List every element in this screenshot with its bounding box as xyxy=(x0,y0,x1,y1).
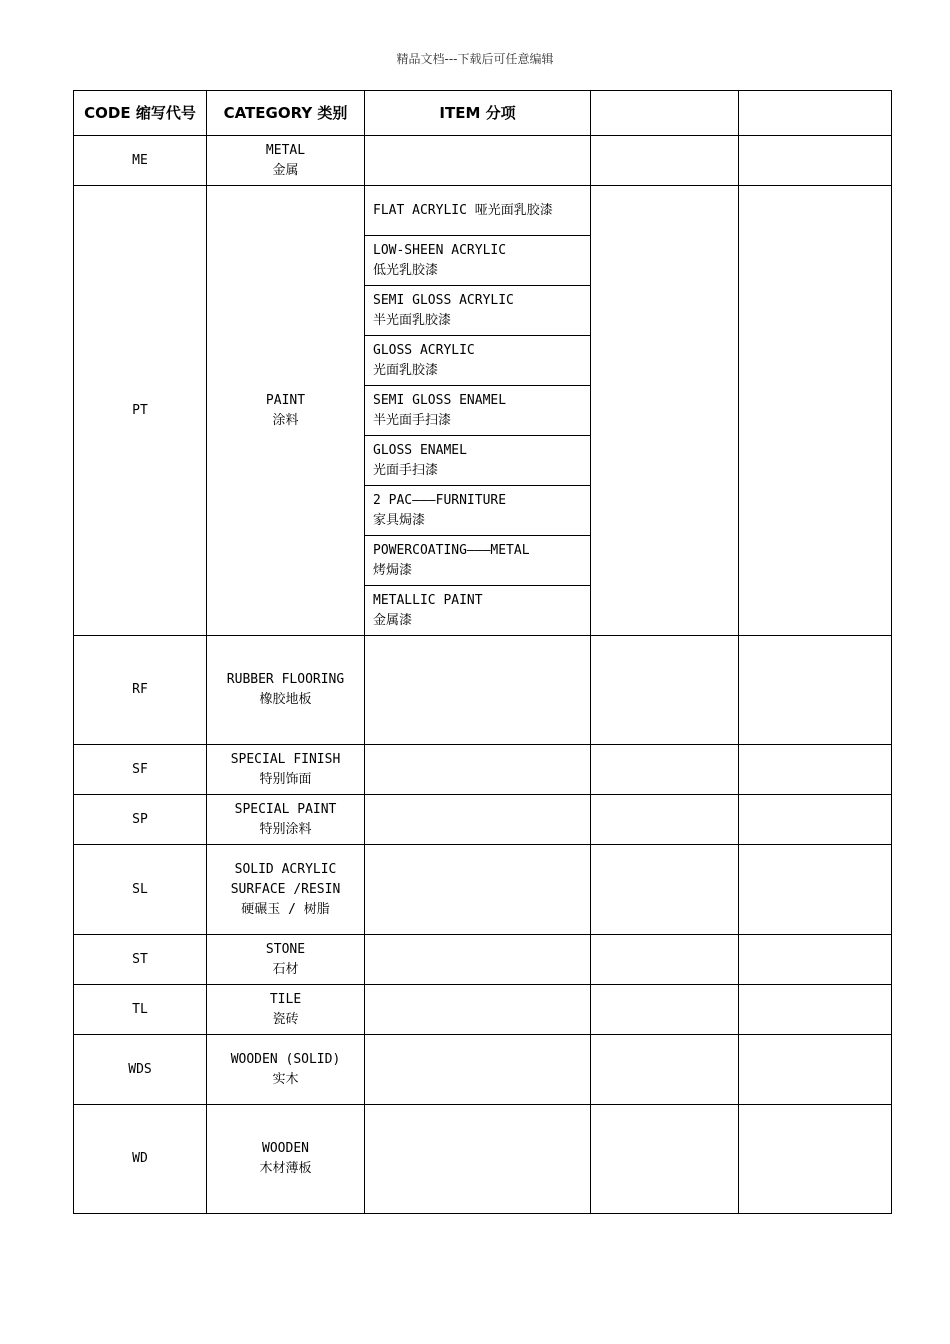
table-row-st xyxy=(74,935,892,985)
extra-cell-1 xyxy=(591,845,739,935)
item-cell xyxy=(365,985,591,1035)
paint-item-flat-acrylic: FLAT ACRYLIC 哑光面乳胶漆 xyxy=(365,186,591,236)
item-cn: 半光面手扫漆 xyxy=(373,412,452,428)
paint-item-gloss-acrylic xyxy=(365,336,591,386)
paint-item-powercoating-metal xyxy=(365,536,591,586)
code-cell: WD xyxy=(74,1105,207,1214)
table-header-row xyxy=(74,91,892,136)
code-cell: ME xyxy=(74,136,207,186)
category-en: PAINT xyxy=(265,392,306,408)
item-en: GLOSS ENAMEL xyxy=(373,442,467,458)
material-code-table xyxy=(73,90,892,1214)
extra-cell-2 xyxy=(739,795,892,845)
extra-cell-1 xyxy=(591,186,739,636)
extra-cell-1 xyxy=(591,935,739,985)
category-cn: 瓷砖 xyxy=(272,1011,299,1027)
category-en: STONE xyxy=(265,941,306,957)
table-row-sp xyxy=(74,795,892,845)
category-en-line-1: SOLID ACRYLIC xyxy=(234,861,337,877)
category-cn: 硬碾玉 / 树脂 xyxy=(241,901,330,917)
category-cn: 金属 xyxy=(272,162,299,178)
code-cell: SP xyxy=(74,795,207,845)
extra-cell-1 xyxy=(591,1105,739,1214)
category-en: WOODEN xyxy=(262,1141,309,1156)
paint-item-semi-gloss-acrylic xyxy=(365,286,591,336)
paint-item-low-sheen xyxy=(365,236,591,286)
table-row-wd xyxy=(74,1105,892,1214)
paint-item-2pac-furniture xyxy=(365,486,591,536)
item-en: METALLIC PAINT xyxy=(373,592,483,608)
category-en: METAL xyxy=(265,142,306,158)
item-cell xyxy=(365,745,591,795)
extra-cell-2 xyxy=(739,1105,892,1214)
column-header-extra-2 xyxy=(739,91,892,136)
item-cell xyxy=(365,1105,591,1214)
item-cn: 光面手扫漆 xyxy=(373,462,439,478)
category-cn: 橡胶地板 xyxy=(259,692,312,707)
item-cell xyxy=(365,1035,591,1105)
extra-cell-2 xyxy=(739,985,892,1035)
extra-cell-1 xyxy=(591,636,739,745)
category-cell xyxy=(207,136,365,186)
category-en: WOODEN (SOLID) xyxy=(230,1051,341,1067)
category-cell xyxy=(207,636,365,745)
category-cell xyxy=(207,186,365,636)
code-cell: SF xyxy=(74,745,207,795)
category-en: SPECIAL PAINT xyxy=(234,801,337,817)
item-cn: 家具焗漆 xyxy=(373,512,426,528)
code-cell: ST xyxy=(74,935,207,985)
page-header-note: 精品文档---下载后可任意编辑 xyxy=(396,52,554,66)
item-en: 2 PAC———FURNITURE xyxy=(373,492,507,508)
code-cell: PT xyxy=(74,186,207,636)
item-cn: 烤焗漆 xyxy=(373,562,413,578)
code-cell: RF xyxy=(74,636,207,745)
column-header-extra-1 xyxy=(591,91,739,136)
table-row-wds xyxy=(74,1035,892,1105)
column-header-item: ITEM 分项 xyxy=(365,91,591,136)
category-cell xyxy=(207,845,365,935)
category-cell xyxy=(207,745,365,795)
item-cell xyxy=(365,935,591,985)
extra-cell-1 xyxy=(591,136,739,186)
extra-cell-2 xyxy=(739,745,892,795)
item-en: GLOSS ACRYLIC xyxy=(373,342,475,358)
extra-cell-2 xyxy=(739,1035,892,1105)
extra-cell-2 xyxy=(739,636,892,745)
code-cell: SL xyxy=(74,845,207,935)
item-cn: 低光乳胶漆 xyxy=(373,262,439,278)
category-cn: 特别涂料 xyxy=(259,821,312,837)
item-en: SEMI GLOSS ENAMEL xyxy=(373,392,507,408)
item-cell xyxy=(365,845,591,935)
item-cell xyxy=(365,636,591,745)
extra-cell-1 xyxy=(591,795,739,845)
extra-cell-2 xyxy=(739,136,892,186)
category-cn: 实木 xyxy=(272,1071,299,1087)
category-cn: 涂料 xyxy=(272,412,299,428)
extra-cell-2 xyxy=(739,186,892,636)
category-cell xyxy=(207,1105,365,1214)
category-en-line-2: SURFACE /RESIN xyxy=(230,881,341,897)
extra-cell-1 xyxy=(591,745,739,795)
extra-cell-2 xyxy=(739,845,892,935)
extra-cell-2 xyxy=(739,935,892,985)
column-header-category: CATEGORY 类别 xyxy=(207,91,365,136)
column-header-code: CODE 缩写代号 xyxy=(74,91,207,136)
extra-cell-1 xyxy=(591,985,739,1035)
category-cell xyxy=(207,985,365,1035)
paint-item-metallic-paint xyxy=(365,586,591,636)
category-cn: 木材薄板 xyxy=(259,1161,312,1176)
table-row-me xyxy=(74,136,892,186)
table-row-sl xyxy=(74,845,892,935)
category-en: TILE xyxy=(269,991,302,1007)
item-cell xyxy=(365,795,591,845)
code-cell: WDS xyxy=(74,1035,207,1105)
category-cell xyxy=(207,795,365,845)
table-row-sf xyxy=(74,745,892,795)
category-en: SPECIAL FINISH xyxy=(230,751,341,767)
item-en: SEMI GLOSS ACRYLIC xyxy=(373,292,514,308)
category-cn: 特别饰面 xyxy=(259,771,312,787)
extra-cell-1 xyxy=(591,1035,739,1105)
item-cn: 半光面乳胶漆 xyxy=(373,312,452,328)
paint-item-gloss-enamel xyxy=(365,436,591,486)
code-cell: TL xyxy=(74,985,207,1035)
category-cell xyxy=(207,935,365,985)
item-cn: 光面乳胶漆 xyxy=(373,362,439,378)
category-cn: 石材 xyxy=(272,961,299,977)
category-cell xyxy=(207,1035,365,1105)
table-row-pt xyxy=(74,186,892,236)
item-en: POWERCOATING———METAL xyxy=(373,542,530,558)
table-row-rf xyxy=(74,636,892,745)
item-cn: 金属漆 xyxy=(373,612,413,628)
item-en: LOW-SHEEN ACRYLIC xyxy=(373,242,507,258)
paint-item-semi-gloss-enamel xyxy=(365,386,591,436)
table-row-tl xyxy=(74,985,892,1035)
item-cell xyxy=(365,136,591,186)
category-en: RUBBER FLOORING xyxy=(226,672,345,687)
